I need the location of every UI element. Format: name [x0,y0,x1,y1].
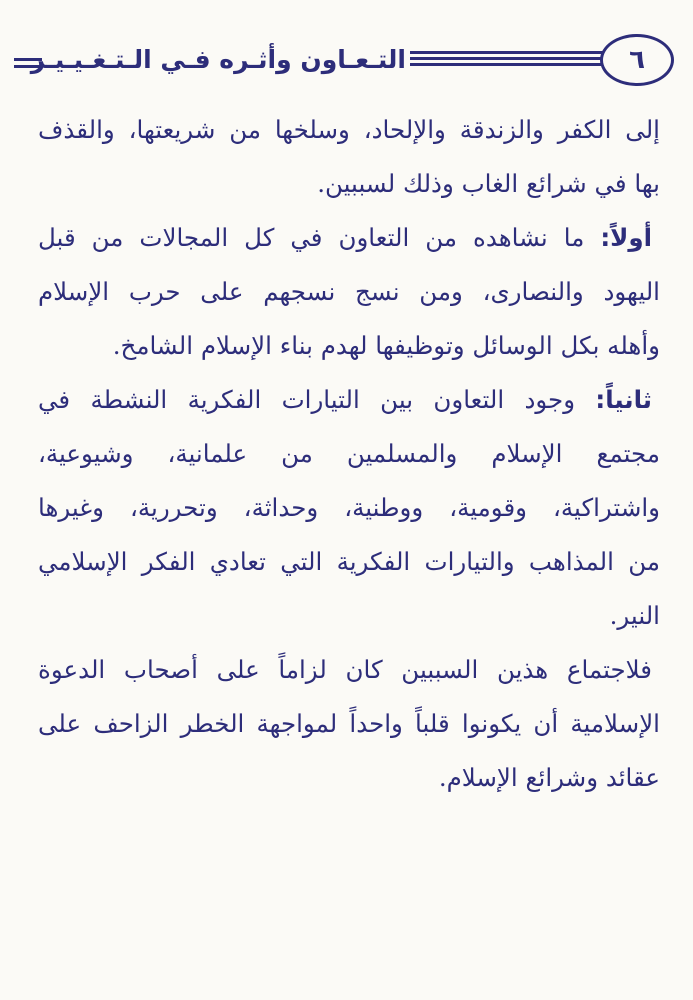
line-text: واشتراكية، وقومية، ووطنية، وحداثة، وتحررية، وغيرها [38,493,660,522]
text-line [38,265,660,319]
text-line [38,481,660,535]
text-line [38,103,660,157]
page-body [38,103,660,805]
line-text: وأهله بكل الوسائل وتوظيفها لهدم بناء الإسلام الشامخ. [112,331,660,360]
line-text: النير. [609,601,660,630]
paragraph-second-reason [38,373,660,427]
paragraph-conclusion [38,643,660,697]
page-number-oval [600,34,674,86]
line-text: عقائد وشرائع الإسلام. [438,763,660,792]
header-rule [410,51,606,69]
page-header [0,34,693,94]
text-line [38,751,660,805]
text-line [38,535,660,589]
line-text: فلاجتماع هذين السببين كان لزاماً على أصحاب الدعوة [38,655,652,684]
line-text: مجتمع الإسلام والمسلمين من علمانية، وشيوعية، [38,439,660,468]
line-text: بها في شرائع الغاب وذلك لسببين. [317,169,660,198]
line-text: الإسلامية أن يكونوا قلباً واحداً لمواجهة الخطر الزاحف على [38,709,660,738]
line-text: ما نشاهده من التعاون في كل المجالات من قبل [38,223,601,252]
running-title: التـعـاون وأثـره فـي الـتـغـيـيـر [30,45,406,74]
text-line [38,697,660,751]
paragraph-first-reason [38,211,660,265]
line-text: إلى الكفر والزندقة والإلحاد، وسلخها من شريعتها، والقذف [38,115,660,144]
page-number: ٦ [629,45,645,75]
paragraph-lead-second: ثانياً: [595,385,652,414]
text-line [38,427,660,481]
text-line [38,589,660,643]
text-line [38,319,660,373]
paragraph-lead-first: أولاً: [600,223,652,252]
line-text: اليهود والنصارى، ومن نسج نسجهم على حرب الإسلام [38,277,660,306]
line-text: وجود التعاون بين التيارات الفكرية النشطة في [38,385,596,414]
line-text: من المذاهب والتيارات الفكرية التي تعادي الفكر الإسلامي [38,547,660,576]
text-line [38,157,660,211]
